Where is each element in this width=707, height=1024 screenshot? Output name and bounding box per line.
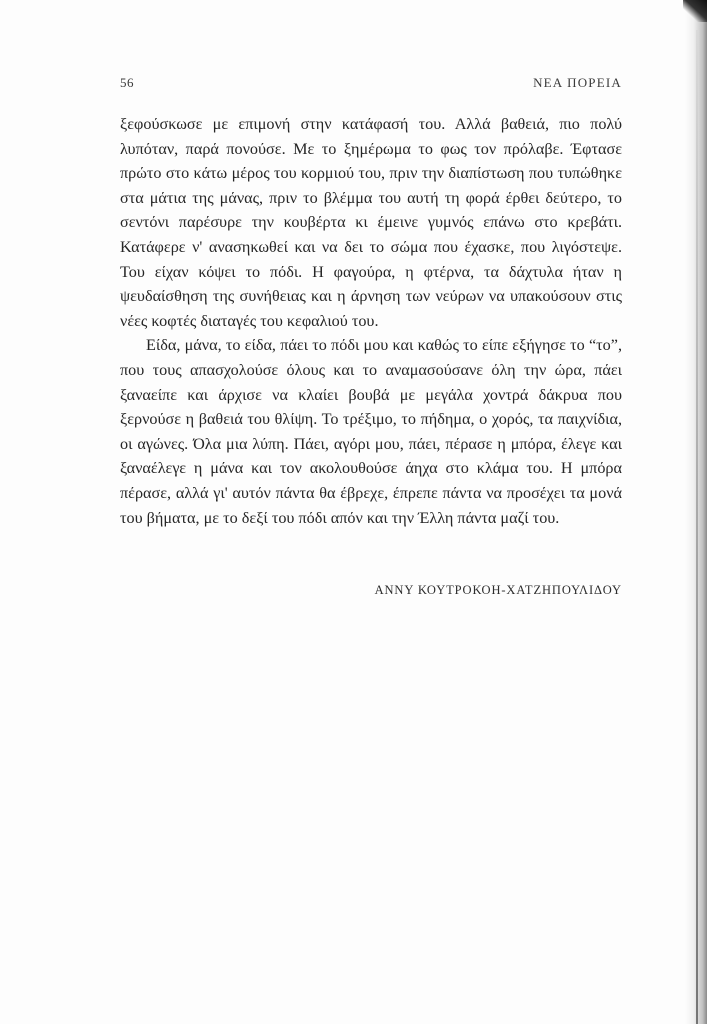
- page-number: 56: [120, 75, 134, 90]
- paragraph: ξεφούσκωσε με επιμονή στην κατάφασή του. Αλλά βαθειά, πιο πολύ λυπόταν, παρά πονούσε. Με το ξημέρωμα το φως τον πρόλαβε. Έφτασε πρώτο στο κάτω μέρος του κορμιού του, πριν την διαπίστωση που τυπώθηκε στα μάτια της μάνας, πριν το βλέμμα του αυτή τη φορά έρθει δεύτερο, το σεντόνι παρέσυρε την κουβέρτα κι έμεινε γυμνός επάνω στο κρεβάτι. Κατάφερε ν' ανασηκωθεί και να δει το σώμα που έχασκε, που λιγόστεψε. Του είχαν κόψει το πόδι. Η φαγούρα, η φτέρνα, τα δάχτυλα ήταν η ψευδαίσθηση της συνήθειας και η άρνηση των νεύρων να υπακούσουν στις νέες κοφτές διαταγές του κεφαλιού του.: [120, 115, 622, 330]
- paragraph: Είδα, μάνα, το είδα, πάει το πόδι μου και καθώς το είπε εξήγησε το “το”, που τους απασχολούσε όλους και το αναμασούσανε όλη την ώρα, πάει ξαναείπε και άρχισε να κλαίει βουβά με μεγάλα χοντρά δάκρυα που ξερνούσε η βαθειά του θλίψη. Το τρέξιμο, το πήδημα, ο χορός, τα παιχνίδια, οι αγώνες. Όλα μια λύπη. Πάει, αγόρι μου, πάει, πέρασε η μπόρα, έλεγε και ξαναέλεγε η μάνα και τον ακολουθούσε άηχα στο κλάμα του. Η μπόρα πέρασε, αλλά γι' αυτόν πάντα θα έβρεχε, έπρεπε πάντα να προσέχει τα μονά του βήματα, με το δεξί του πόδι απόν και την Έλλη πάντα μαζί του.: [120, 336, 622, 527]
- journal-title: ΝΕΑ ΠΟΡΕΙΑ: [533, 75, 622, 90]
- page-edge-line: [696, 30, 698, 1024]
- author-signature: ΑΝΝΥ ΚΟΥΤΡΟΚΟΗ-ΧΑΤΖΗΠΟΥΛΙΔΟΥ: [374, 583, 622, 597]
- running-head: [120, 75, 622, 93]
- scan-corner-mark: [683, 0, 707, 22]
- body-text: [120, 112, 622, 530]
